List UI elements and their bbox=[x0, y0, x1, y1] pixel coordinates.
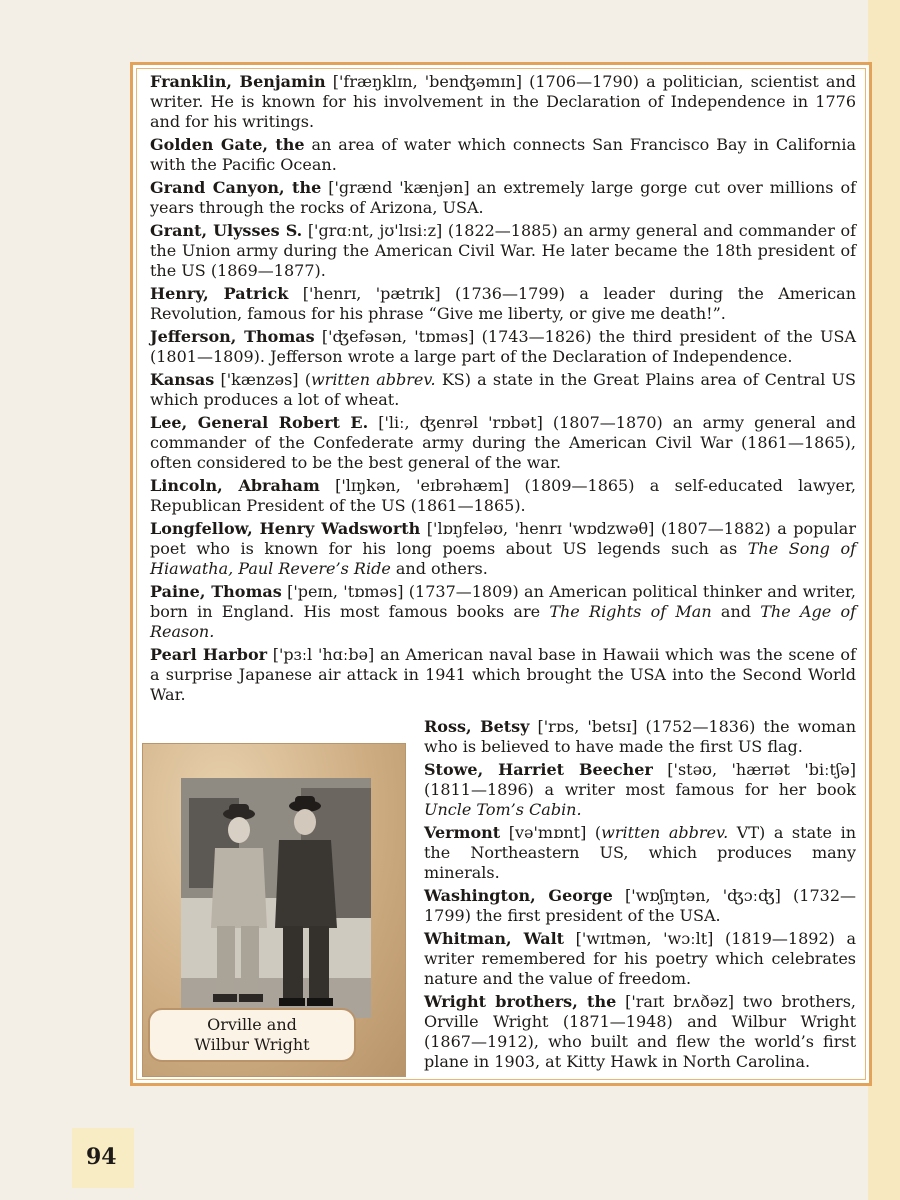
photo-caption-line1: Orville and bbox=[207, 1015, 297, 1034]
glossary-entry-henry: Henry, Patrick ['henrɪ, 'pætrɪk] (1736—1799) a leader during the American Revolution, famous for his phrase “Give me liberty, or give me death!”. bbox=[150, 284, 857, 323]
page-number: 94 bbox=[86, 1144, 117, 1170]
glossary-entry-golden-gate: Golden Gate, the an area of water which connects San Francisco Bay in California with the Pacific Ocean. bbox=[150, 135, 856, 174]
glossary-entry-paine: Paine, Thomas ['peɪn, 'tɒməs] (1737—1809) an American political thinker and writer, born in England. His most famous books are The Rights of Man and The Age of Reason. bbox=[150, 582, 857, 641]
glossary-entry-grand-canyon: Grand Canyon, the ['grænd 'kænjən] an extremely large gorge cut over millions of years through the rocks of Arizona, USA. bbox=[150, 178, 856, 217]
glossary-entry-jefferson: Jefferson, Thomas ['ʤefəsən, 'tɒməs] (1743—1826) the third president of the USA (1801—1809). Jefferson wrote a large part of the Declaration of Independence. bbox=[150, 327, 856, 366]
glossary-entry-stowe: Stowe, Harriet Beecher ['stəʊ, 'hærɪət 'biːtʃə] (1811—1896) a writer most famous for her book Uncle Tom’s Cabin. bbox=[424, 760, 856, 819]
photo-caption bbox=[148, 1008, 356, 1062]
glossary-entry-washington: Washington, George ['wɒʃɪŋtən, 'ʤɔːʤ] (1732—1799) the first president of the USA. bbox=[424, 886, 856, 925]
glossary-entries-top bbox=[150, 72, 856, 708]
glossary-entries-bottom bbox=[424, 717, 856, 1075]
glossary-entry-kansas: Kansas ['kænzəs] (written abbrev. KS) a state in the Great Plains area of Central US which produces a lot of wheat. bbox=[150, 370, 857, 409]
page-edge-strip bbox=[868, 0, 900, 1200]
glossary-entry-whitman: Whitman, Walt ['wɪtmən, 'wɔːlt] (1819—1892) a writer remembered for his poetry which celebrates nature and the value of freedom. bbox=[424, 929, 857, 988]
glossary-entry-wright-brothers: Wright brothers, the ['raɪt brʌðəz] two brothers, Orville Wright (1871—1948) and Wilbur Wright (1867—1912), who built and flew the world’s first plane in 1903, at Kitty Hawk in North Carolina. bbox=[424, 992, 857, 1071]
glossary-entry-vermont: Vermont [və'mɒnt] (written abbrev. VT) a state in the Northeastern US, which produces many minerals. bbox=[424, 823, 857, 882]
glossary-entry-grant: Grant, Ulysses S. ['grɑːnt, jʊ'lɪsiːz] (1822—1885) an army general and commander of the Union army during the American Civil War. He later became the 18th president of the US (1869—1877). bbox=[150, 221, 856, 280]
glossary-entry-ross: Ross, Betsy ['rɒs, 'betsɪ] (1752—1836) the woman who is believed to have made the first US flag. bbox=[424, 717, 856, 756]
glossary-entry-lincoln: Lincoln, Abraham ['lɪŋkən, 'eɪbrəhæm] (1809—1865) a self-educated lawyer, Republican President of the US (1861—1865). bbox=[150, 476, 856, 515]
photo-caption-line2: Wilbur Wright bbox=[194, 1035, 310, 1054]
glossary-entry-longfellow: Longfellow, Henry Wadsworth ['lɒŋfeləʊ, 'henrɪ 'wɒdzwəθ] (1807—1882) a popular poet who is known for his long poems about US legends such as The Song of Hiawatha, Paul Revere’s Ride and others. bbox=[150, 519, 857, 578]
wright-brothers-photo-image bbox=[181, 778, 371, 1018]
glossary-entry-franklin: Franklin, Benjamin ['fræŋklɪn, 'benʤəmɪn] (1706—1790) a politician, scientist and writer. He is known for his involvement in the Declaration of Independence in 1776 and for his writings. bbox=[150, 72, 857, 131]
glossary-entry-lee: Lee, General Robert E. ['liː, ʤenrəl 'rɒbət] (1807—1870) an army general and commander of the Confederate army during the American Civil War (1861—1865), often considered to be the best general of the war. bbox=[150, 413, 856, 472]
glossary-entry-pearl-harbor: Pearl Harbor ['pɜːl 'hɑːbə] an American naval base in Hawaii which was the scene of a surprise Japanese air attack in 1941 which brought the USA into the Second World War. bbox=[150, 645, 856, 704]
